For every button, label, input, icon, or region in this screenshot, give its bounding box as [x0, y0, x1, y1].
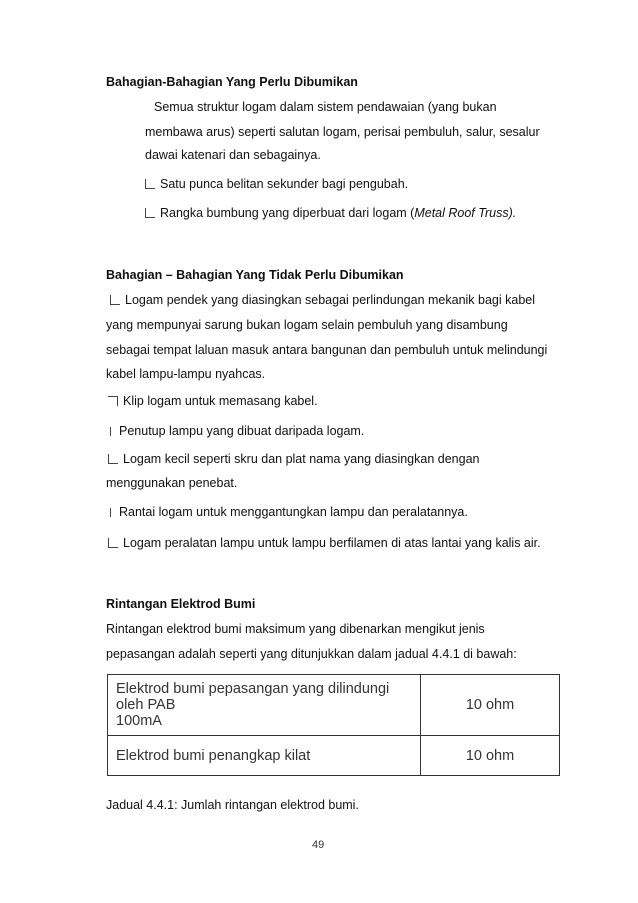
checkbox-glyph-icon	[110, 295, 120, 305]
corner-glyph-icon	[108, 396, 118, 406]
paragraph-line: pepasangan adalah seperti yang ditunjukkan dalam jadual 4.4.1 di bawah:	[106, 647, 517, 661]
paragraph-line: menggunakan penebat.	[106, 476, 238, 490]
list-item-text: Rantai logam untuk menggantungkan lampu dan peralatannya.	[119, 505, 468, 519]
list-item-italic-text: Metal Roof Truss).	[414, 206, 517, 220]
paragraph-line: membawa arus) seperti salutan logam, perisai pembuluh, salur, sesalur	[145, 125, 540, 139]
cell-text: Elektrod bumi pepasangan yang dilindungi oleh PAB	[116, 681, 390, 713]
checkbox-glyph-icon	[108, 538, 118, 548]
list-item-text: Rangka bumbung yang diperbuat dari logam (	[160, 206, 415, 220]
list-item	[108, 452, 479, 466]
bar-glyph-icon	[110, 508, 114, 517]
checkbox-glyph-icon	[108, 454, 118, 464]
cell-text: 100mA	[116, 713, 162, 729]
list-item-text: Satu punca belitan sekunder bagi pengubah.	[160, 177, 409, 191]
list-item-text: Logam kecil seperti skru dan plat nama yang diasingkan dengan	[123, 452, 480, 466]
list-item	[110, 293, 535, 307]
list-item	[145, 177, 408, 191]
list-item-text: Logam peralatan lampu untuk lampu berfilamen di atas lantai yang kalis air.	[123, 536, 541, 550]
list-item	[108, 394, 318, 408]
table-row	[108, 736, 560, 776]
table-cell-label	[108, 675, 421, 736]
table-caption: Jadual 4.4.1: Jumlah rintangan elektrod bumi.	[106, 798, 359, 812]
list-item	[110, 424, 364, 438]
table-cell-label: Elektrod bumi penangkap kilat	[108, 736, 421, 776]
table-row	[108, 675, 560, 736]
bar-glyph-icon	[110, 427, 114, 436]
list-item	[145, 206, 516, 220]
list-item-text: Penutup lampu yang dibuat daripada logam.	[119, 424, 365, 438]
list-item-text: Logam pendek yang diasingkan sebagai perlindungan mekanik bagi kabel	[125, 293, 536, 307]
checkbox-glyph-icon	[145, 208, 155, 218]
paragraph-line: sebagai tempat laluan masuk antara bangunan dan pembuluh untuk melindungi	[106, 343, 548, 357]
section-heading-rintangan: Rintangan Elektrod Bumi	[106, 597, 256, 611]
paragraph-line: dawai katenari dan sebagainya.	[145, 148, 321, 162]
section-heading-dibumikan: Bahagian-Bahagian Yang Perlu Dibumikan	[106, 75, 358, 89]
list-item	[108, 536, 541, 550]
paragraph-line: Rintangan elektrod bumi maksimum yang dibenarkan mengikut jenis	[106, 622, 485, 636]
list-item	[110, 505, 468, 519]
paragraph-line: kabel lampu-lampu nyahcas.	[106, 367, 266, 381]
table-cell-value: 10 ohm	[421, 736, 560, 776]
paragraph-line: yang mempunyai sarung bukan logam selain pembuluh yang disambung	[106, 318, 508, 332]
resistance-table	[107, 674, 560, 776]
section-heading-tidak-dibumikan: Bahagian – Bahagian Yang Tidak Perlu Dibumikan	[106, 268, 404, 282]
list-item-text: Klip logam untuk memasang kabel.	[123, 394, 318, 408]
checkbox-glyph-icon	[145, 179, 155, 189]
table-cell-value: 10 ohm	[421, 675, 560, 736]
paragraph-line: Semua struktur logam dalam sistem pendawaian (yang bukan	[154, 100, 497, 114]
page-number: 49	[312, 839, 325, 851]
